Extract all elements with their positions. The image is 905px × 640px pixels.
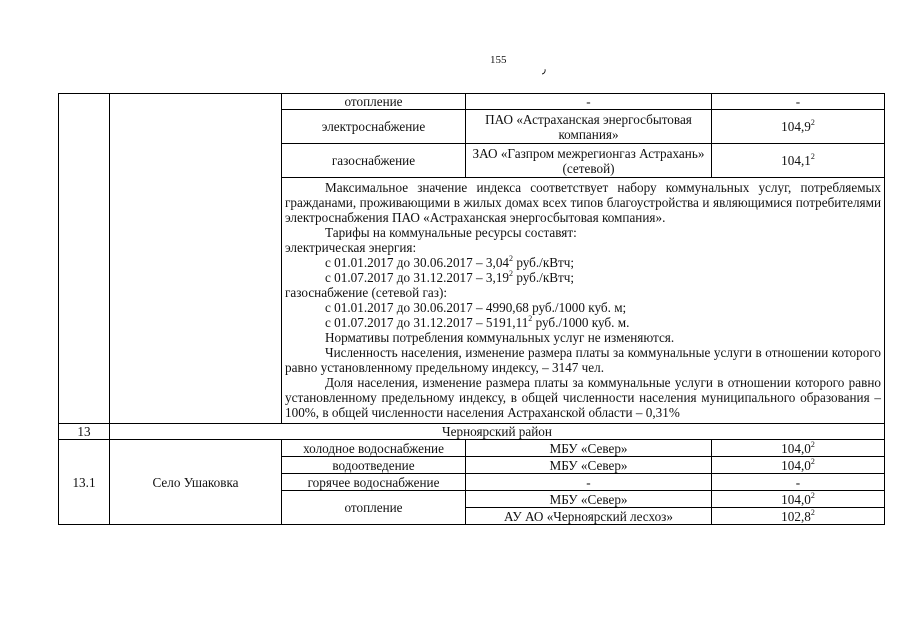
- index-cell: 104,0$^2$: [712, 491, 885, 508]
- index-cell: -: [712, 474, 885, 491]
- paragraph: Максимальное значение индекса соответствует набору коммунальных услуг, потребляемых гражданами, проживающими в жилых домах всех типов благоустройства и являющимися потребителями электроснабжения ПАО «Астраханская энергосбытовая компания».: [285, 180, 881, 225]
- service-cell: водоотведение: [282, 457, 466, 474]
- provider-cell: ЗАО «Газпром межрегионгаз Астрахань» (сетевой): [466, 144, 712, 178]
- section-number: 13: [59, 424, 110, 440]
- index-cell: 104,1$^2$: [712, 144, 885, 178]
- paragraph: Доля населения, изменение размера платы за коммунальные услуги в отношении которого равно установленному предельному индексу, в общей численности населения муниципального образования – 100%, в общей численности населения Астраханской области – 0,31%: [285, 375, 881, 420]
- page-number: 155: [490, 54, 507, 66]
- index-cell: -: [712, 94, 885, 110]
- scan-mark: ٫: [542, 62, 546, 76]
- tariff-line: с 01.07.2017 до 31.12.2017 – 5191,11$^2$ руб./1000 куб. м.: [325, 314, 630, 330]
- provider-cell: МБУ «Север»: [466, 491, 712, 508]
- service-cell: электроснабжение: [282, 110, 466, 144]
- service-cell: газоснабжение: [282, 144, 466, 178]
- index-cell: 102,8$^2$: [712, 508, 885, 525]
- service-cell: отопление: [282, 94, 466, 110]
- name-cell-empty: [110, 94, 282, 424]
- num-cell-empty: [59, 94, 110, 424]
- service-cell: горячее водоснабжение: [282, 474, 466, 491]
- service-cell: отопление: [282, 491, 466, 525]
- service-cell: холодное водоснабжение: [282, 440, 466, 457]
- subsection-number: 13.1: [59, 440, 110, 525]
- provider-cell: -: [466, 94, 712, 110]
- provider-cell: -: [466, 474, 712, 491]
- paragraph: газоснабжение (сетевой газ):: [285, 285, 448, 300]
- paragraph: электрическая энергия:: [285, 240, 417, 255]
- section-row: [59, 424, 885, 440]
- index-cell: 104,9$^2$: [712, 110, 885, 144]
- tariff-line: с 01.01.2017 до 30.06.2017 – 4990,68 руб./1000 куб. м;: [325, 300, 627, 315]
- index-cell: 104,0$^2$: [712, 440, 885, 457]
- table-row: [59, 440, 885, 457]
- provider-cell: ПАО «Астраханская энергосбытовая компания»: [466, 110, 712, 144]
- paragraph: Численность населения, изменение размера платы за коммунальные услуги в отношении которого равно установленному предельному индексу, – 3147 чел.: [285, 345, 881, 375]
- tariff-line: с 01.07.2017 до 31.12.2017 – 3,19$^2$ руб./кВтч;: [325, 269, 575, 285]
- description-cell: [282, 178, 885, 424]
- tariff-line: с 01.01.2017 до 30.06.2017 – 3,04$^2$ руб./кВтч;: [325, 254, 575, 270]
- paragraph: Тарифы на коммунальные ресурсы составят:: [325, 225, 577, 240]
- provider-cell: АУ АО «Черноярский лесхоз»: [466, 508, 712, 525]
- section-title: Черноярский район: [110, 424, 885, 440]
- provider-cell: МБУ «Север»: [466, 440, 712, 457]
- table-row: [59, 94, 885, 110]
- tariff-table: [58, 93, 885, 525]
- provider-cell: МБУ «Север»: [466, 457, 712, 474]
- paragraph: Нормативы потребления коммунальных услуг не изменяются.: [325, 330, 675, 345]
- index-cell: 104,0$^2$: [712, 457, 885, 474]
- settlement-name: Село Ушаковка: [110, 440, 282, 525]
